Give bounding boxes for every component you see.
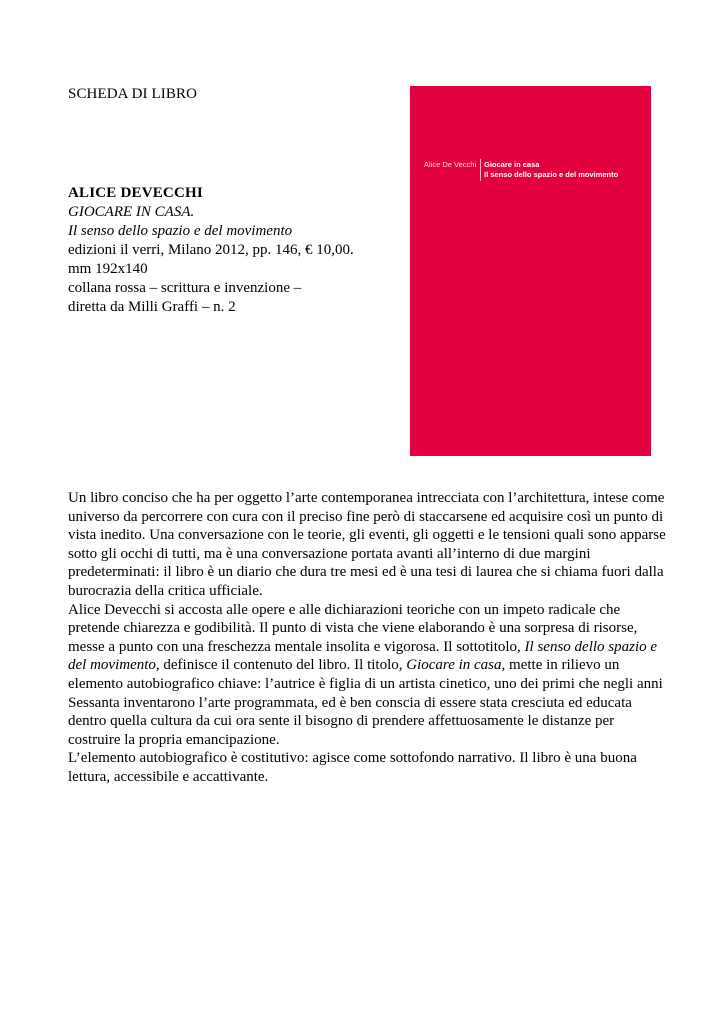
review-line: burocrazia della critica ufficiale.: [68, 582, 263, 599]
cover-author: Alice De Vecchi: [424, 160, 477, 169]
review-subtitle-italic: del movimento: [68, 657, 156, 674]
review-title-italic: Giocare in casa: [406, 657, 502, 674]
book-publisher: edizioni il verri, Milano 2012, pp. 146, € 10,00.: [68, 242, 354, 258]
cover-titles: [484, 160, 618, 180]
review-text: [68, 489, 666, 787]
book-series: collana rossa – scrittura e invenzione –: [68, 280, 302, 296]
page-title: SCHEDA DI LIBRO: [68, 86, 198, 102]
book-format: mm 192x140: [68, 261, 148, 277]
review-line: universo da percorrere con cura con il preciso fine però di staccarsene ed acquisire così un punto di: [68, 508, 664, 525]
review-line: Un libro conciso che ha per oggetto l’arte contemporanea intrecciata con l’architettura, intese come: [68, 490, 665, 506]
review-text-segment: , mette in rilievo un: [501, 657, 620, 674]
review-subtitle-italic: Il senso dello spazio e: [524, 638, 658, 655]
review-line: dentro quella cultura da cui ora sente il bisogno di prendere affettuosamente le distanze per: [68, 713, 615, 730]
cover-subtitle: Il senso dello spazio e del movimento: [484, 170, 619, 179]
review-line: [68, 638, 658, 657]
book-cover-image: [410, 86, 651, 456]
review-line: Alice Devecchi si accosta alle opere e alle dichiarazioni teoriche con un impeto radicale che: [68, 601, 621, 618]
review-line: elemento autobiografico chiave: l’autrice è figlia di un artista cinetico, uno dei primi che negli anni: [68, 675, 663, 692]
review-line: predeterminati: il libro è un diario che dura tre mesi ed è una tesi di laurea che si chiama fuori dalla: [68, 564, 664, 581]
book-title: GIOCARE IN CASA.: [68, 204, 195, 220]
book-subtitle: Il senso dello spazio e del movimento: [68, 223, 293, 239]
review-text-segment: messe a punto con una freschezza mentale insolita e vigorosa. Il sottotitolo,: [68, 638, 525, 655]
cover-title: Giocare in casa: [484, 160, 540, 169]
review-line: [68, 656, 658, 675]
review-line: sotto gli occhi di tutti, ma è una conversazione portata avanti all’interno di due margini: [68, 545, 591, 562]
review-line: Sessanta inventarono l’arte programmata, ed è ben conscia di essere stata cresciuta ed educata: [68, 694, 632, 711]
cover-divider: [480, 159, 481, 181]
review-line: vista inedito. Una conversazione con le teorie, gli eventi, gli oggetti e le tensioni quali sono apparse: [68, 527, 666, 544]
review-line: costruire la propria emancipazione.: [68, 731, 280, 748]
review-text-segment: , definisce il contenuto del libro. Il titolo,: [155, 657, 407, 674]
review-line: pretende chiarezza e godibilità. Il punto di vista che viene elaborando è una sorpresa di risorse,: [68, 620, 638, 637]
book-series-director: diretta da Milli Graffi – n. 2: [68, 299, 236, 315]
book-details: [68, 184, 354, 317]
book-author: ALICE DEVECCHI: [68, 185, 203, 201]
review-line: L’elemento autobiografico è costitutivo: agisce come sottofondo narrativo. Il libro è una buona: [68, 750, 637, 767]
review-line: lettura, accessibile e accattivante.: [68, 768, 269, 785]
